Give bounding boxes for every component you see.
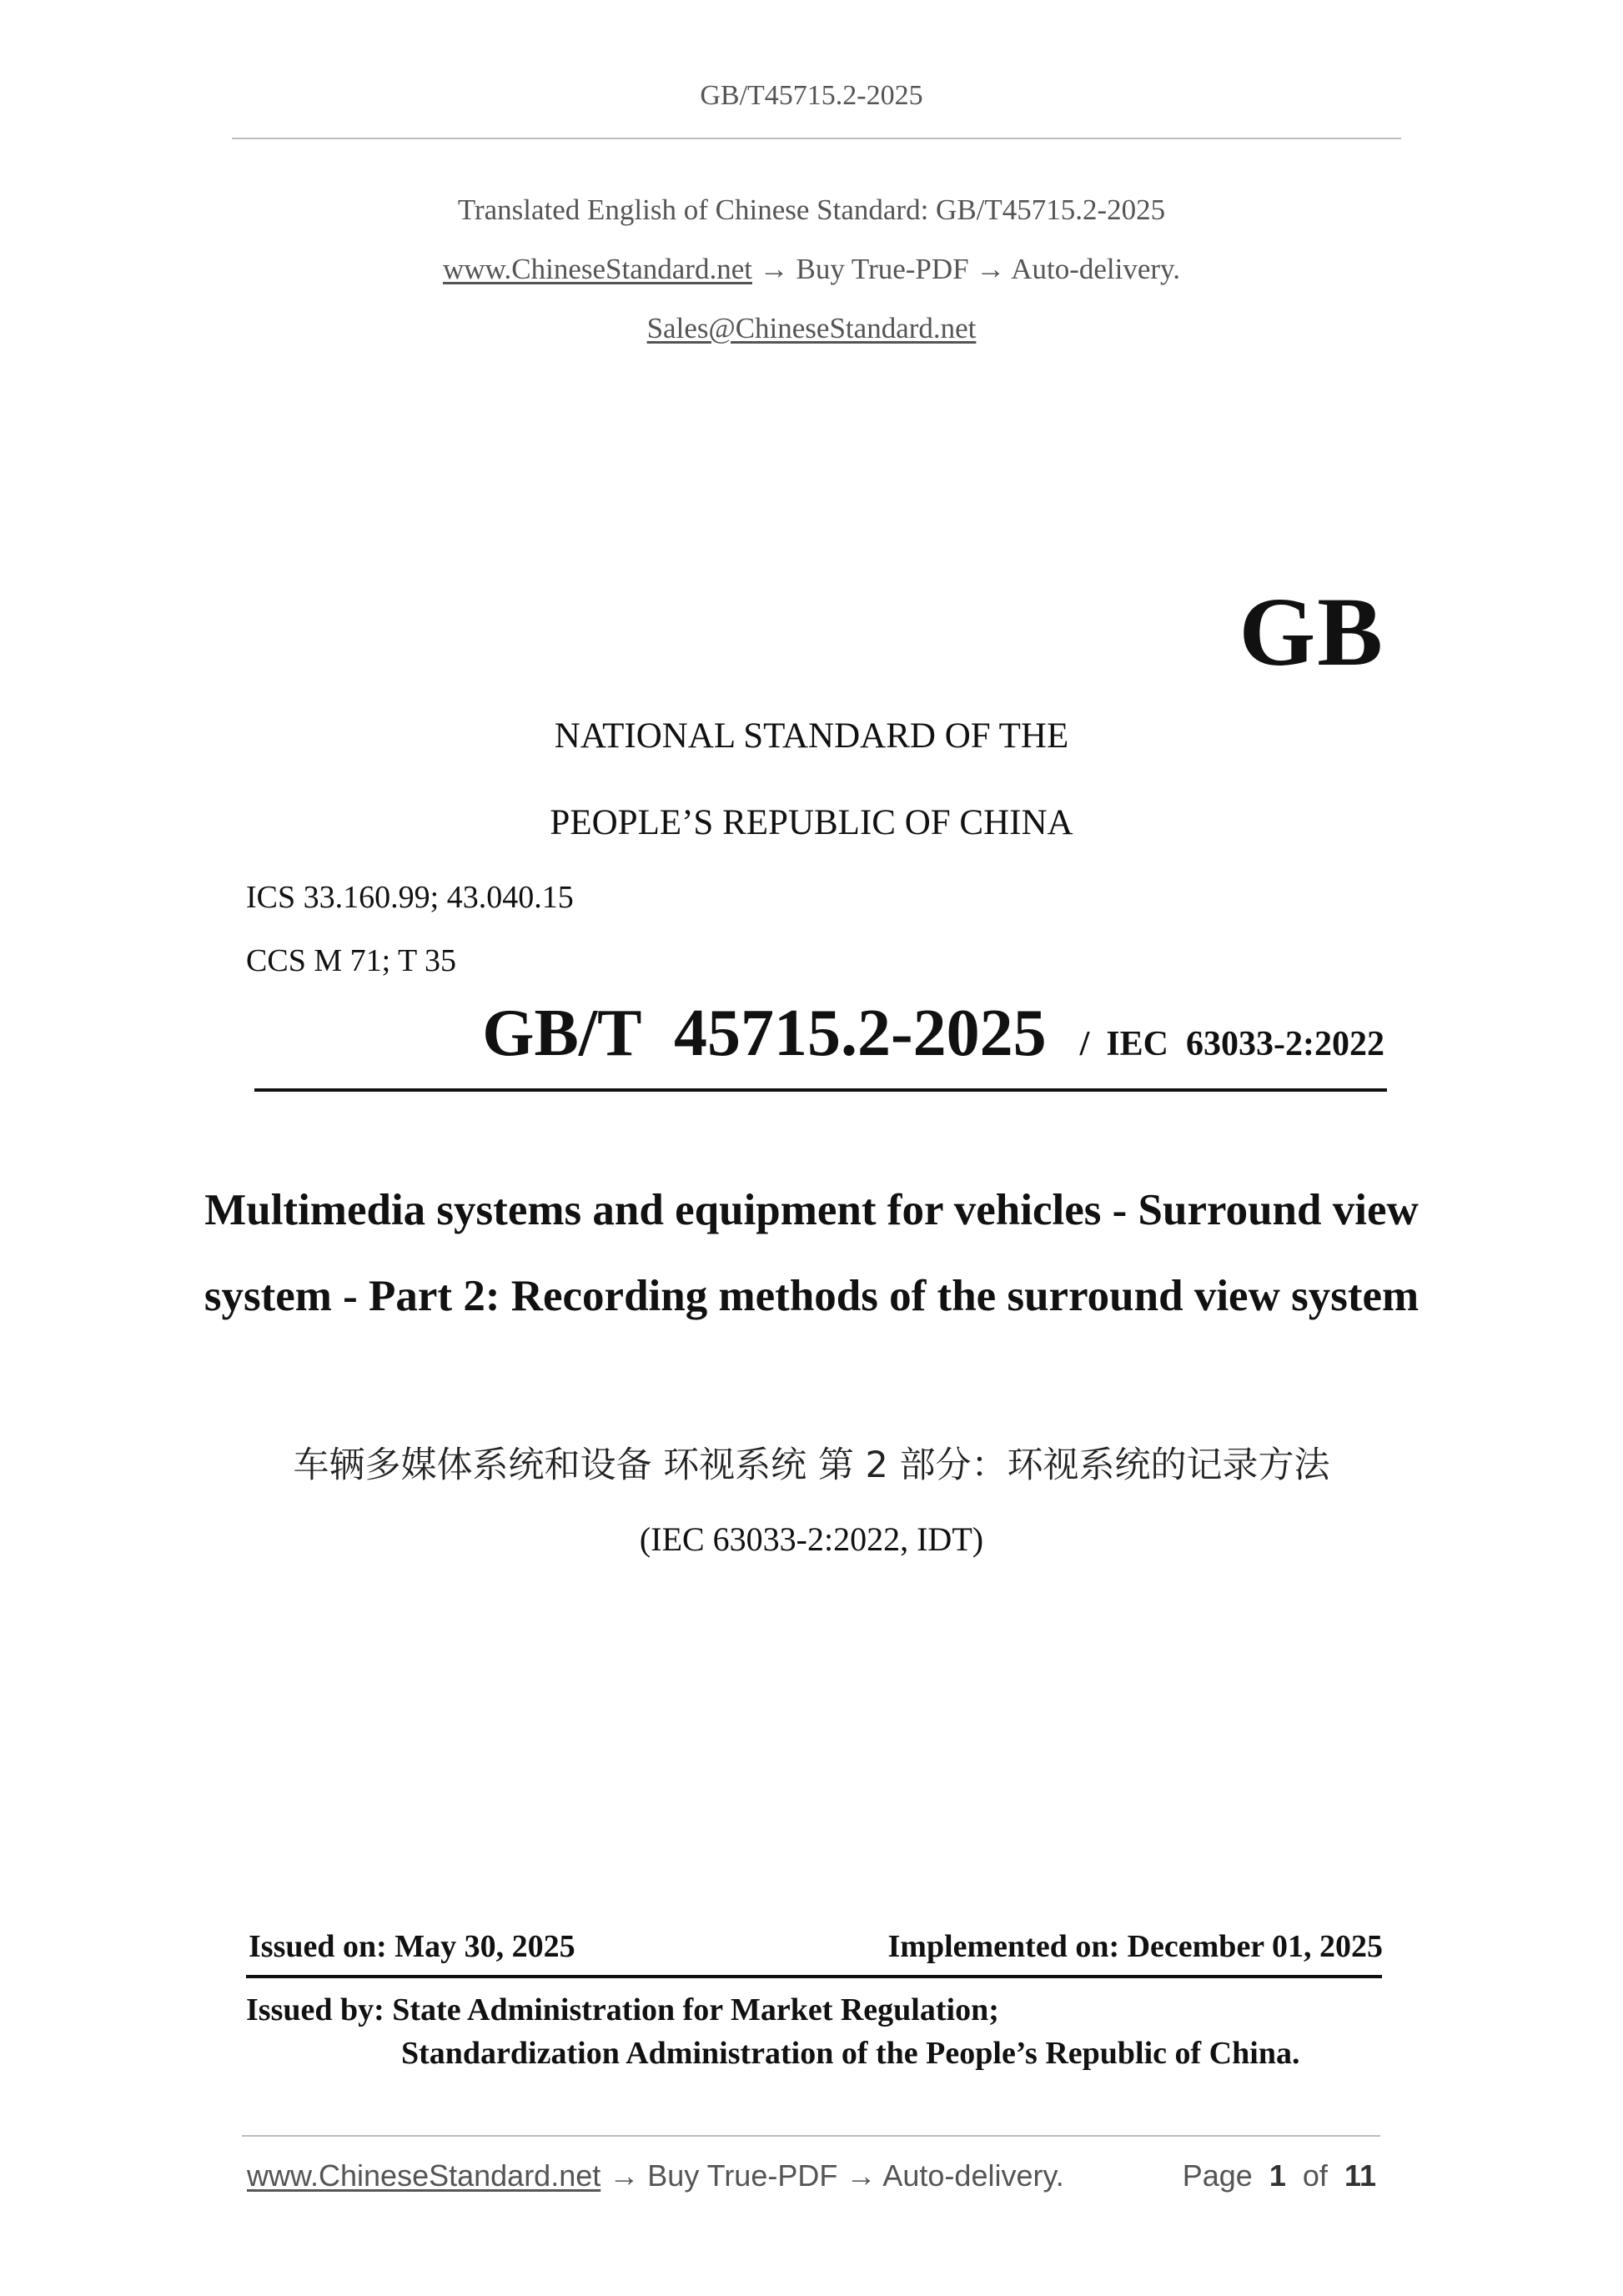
national-standard-line-1: NATIONAL STANDARD OF THE (554, 716, 1069, 756)
arrow-icon: → (609, 2158, 640, 2193)
ics-code: ICS 33.160.99; 43.040.15 (246, 880, 574, 915)
promo-translated-line: Translated English of Chinese Standard: GB/T45715.2-2025 (457, 193, 1166, 226)
site-link[interactable]: www.ChineseStandard.net (442, 253, 752, 285)
footer-divider (242, 2135, 1380, 2137)
gb-logo: GB (1239, 577, 1384, 686)
footer-site-link[interactable]: www.ChineseStandard.net (247, 2158, 601, 2193)
english-title: Multimedia systems and equipment for vehicles - Surround view system - Part 2: Recording methods of the surround view system (204, 1186, 1419, 1320)
arrow-icon: → (846, 2158, 877, 2193)
title-divider (254, 1088, 1387, 1092)
ccs-code: CCS M 71; T 35 (246, 943, 457, 978)
header-divider (232, 138, 1401, 139)
arrow-icon: → (976, 253, 1006, 285)
issue-divider (246, 1975, 1382, 1978)
issued-on: Issued on: May 30, 2025 (249, 1929, 575, 1964)
footer-promo (247, 2158, 1064, 2193)
footer-buy-text: Buy True-PDF (647, 2158, 838, 2193)
idt-reference: (IEC 63033-2:2022, IDT) (639, 1520, 984, 1558)
page-current: 1 (1269, 2158, 1286, 2193)
running-header: GB/T45715.2-2025 (700, 80, 923, 111)
footer-auto-delivery-text: Auto-delivery. (882, 2158, 1064, 2193)
chinese-title: 车辆多媒体系统和设备 环视系统 第 2 部分：环视系统的记录方法 (293, 1444, 1330, 1486)
buy-text: Buy True-PDF (796, 253, 969, 285)
auto-delivery-text: Auto-delivery. (1011, 253, 1181, 285)
promo-buy-line (0, 253, 1623, 286)
issued-by-line-2: Standardization Administration of the People’s Republic of China. (401, 2036, 1300, 2071)
issued-by-line-1: Issued by: State Administration for Market Regulation; (246, 1992, 999, 2027)
sales-email-link[interactable]: Sales@ChineseStandard.net (646, 312, 977, 344)
page-total: 11 (1344, 2158, 1376, 2193)
iec-number: IEC 63033-2:2022 (1106, 1025, 1384, 1063)
page-indicator (1183, 2158, 1376, 2193)
promo-email-line (0, 312, 1623, 345)
of-label: of (1302, 2158, 1328, 2193)
implemented-on: Implemented on: December 01, 2025 (887, 1929, 1383, 1964)
arrow-icon: → (759, 253, 789, 285)
page-label: Page (1182, 2158, 1253, 2193)
standard-slash: / (1079, 1025, 1090, 1063)
national-standard-line-2: PEOPLE’S REPUBLIC OF CHINA (550, 803, 1073, 842)
standard-number-line (482, 996, 1384, 1072)
standard-number: GB/T 45715.2-2025 (482, 997, 1047, 1070)
